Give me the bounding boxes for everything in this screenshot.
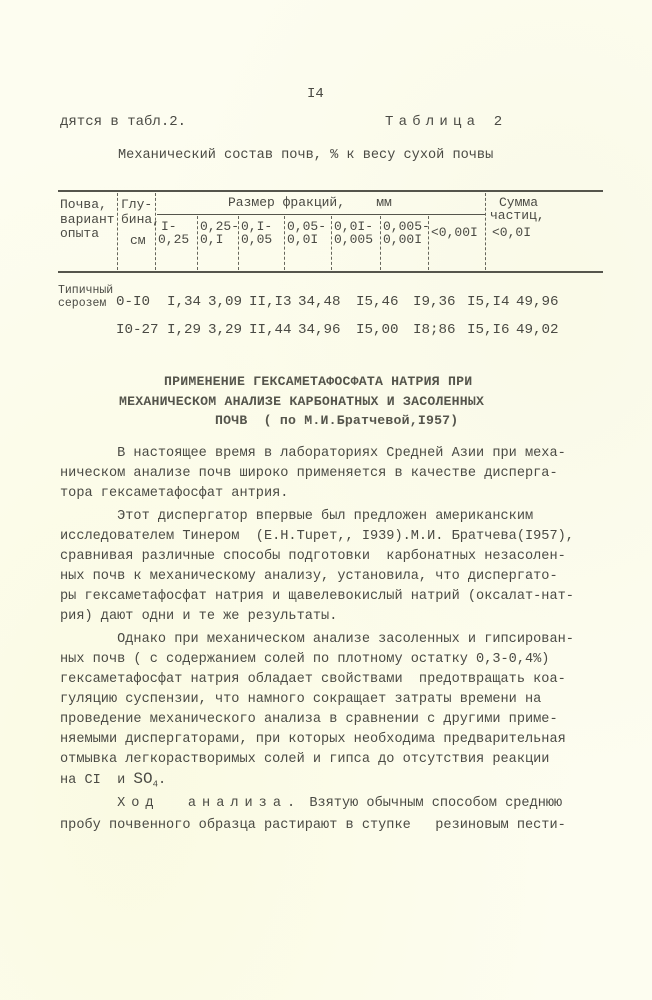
header-fraction-group: Размер фракций, мм bbox=[228, 195, 392, 210]
cell-value: I,29 bbox=[167, 322, 202, 338]
header-fraction-4-top: 0,05- bbox=[287, 219, 327, 234]
analysis-label: Ход анализа. bbox=[117, 796, 302, 811]
table-caption: Механический состав почв, % к весу сухой почвы bbox=[118, 148, 494, 163]
text-line: В настоящее время в лабораториях Средней Азии при меха- bbox=[60, 446, 566, 461]
column-divider bbox=[485, 193, 488, 270]
header-sum-line3: <0,0I bbox=[492, 225, 532, 240]
text-line: Этот диспергатор впервые был предложен американским bbox=[60, 509, 534, 524]
header-fraction-1-bottom: 0,25 bbox=[158, 232, 190, 247]
text-line: Однако при механическом анализе засоленных и гипсирован- bbox=[60, 632, 574, 647]
row-depth: I0-27 bbox=[116, 322, 159, 338]
text-line bbox=[60, 794, 562, 815]
text-line: пробу почвенного образца растирают в ступке резиновым пести- bbox=[60, 818, 566, 833]
text-line: сравнивая различные способы подготовки карбонатных незасолен- bbox=[60, 549, 566, 564]
heading-line: ПОЧВ ( по М.И.Братчевой,I957) bbox=[215, 413, 459, 428]
text-line: проведение механического анализа в сравнении с другими приме- bbox=[60, 712, 558, 727]
header-soil-line2: вариант bbox=[60, 212, 115, 227]
header-depth-line3: см bbox=[130, 233, 146, 248]
text-line: няемыми диспергаторами, при которых необходима предварительная bbox=[60, 732, 566, 747]
row-soil-line2: серозем bbox=[58, 297, 107, 310]
header-fraction-2-bottom: 0,I bbox=[200, 232, 224, 247]
page-number: I4 bbox=[307, 86, 324, 102]
header-fraction-2-top: 0,25- bbox=[200, 219, 240, 234]
header-fraction-5-top: 0,0I- bbox=[334, 219, 374, 234]
cell-value: 34,96 bbox=[298, 322, 341, 338]
table-label: Таблица 2 bbox=[385, 114, 508, 130]
text-line: исследователем Тинером (E.H.Tupeт,, I939).М.И. Братчева(I957), bbox=[60, 529, 574, 544]
table-top-rule bbox=[58, 190, 603, 192]
cell-value: I,34 bbox=[167, 294, 202, 310]
cell-value: I5,00 bbox=[356, 322, 399, 338]
header-fraction-6-top: 0,005- bbox=[383, 219, 430, 234]
cell-value: 49,96 bbox=[516, 294, 559, 310]
cell-value: 3,09 bbox=[208, 294, 243, 310]
column-divider bbox=[117, 193, 120, 270]
header-depth-line1: Глу- bbox=[121, 197, 153, 212]
header-fraction-6-bottom: 0,00I bbox=[383, 232, 423, 247]
cell-value: I8;86 bbox=[413, 322, 456, 338]
row-soil-line1: Типичный bbox=[58, 284, 114, 297]
header-soil-line1: Почва, bbox=[60, 197, 107, 212]
text-line: отмывка легкорастворимых солей и гипса до отсутствия реакции bbox=[60, 752, 550, 767]
text-line: гуляцию суспензии, что намного сокращает затраты времени на bbox=[60, 692, 542, 707]
header-fraction-4-bottom: 0,0I bbox=[287, 232, 319, 247]
header-soil-line3: опыта bbox=[60, 226, 100, 241]
text-line: тора гексаметафосфат антрия. bbox=[60, 486, 289, 501]
continuation-text: дятся в табл.2. bbox=[60, 114, 187, 130]
heading-line: МЕХАНИЧЕСКОМ АНАЛИЗЕ КАРБОНАТНЫХ И ЗАСОЛЕННЫХ bbox=[119, 394, 485, 409]
text-line: ных почв ( с содержанием солей по плотному остатку 0,3-0,4%) bbox=[60, 652, 550, 667]
text-line: рия) дают одни и те же результаты. bbox=[60, 609, 338, 624]
header-sum-line2: частиц, bbox=[490, 208, 545, 223]
table-header-divider bbox=[157, 214, 485, 215]
cell-value: 3,29 bbox=[208, 322, 243, 338]
heading-line: ПРИМЕНЕНИЕ ГЕКСАМЕТАФОСФАТА НАТРИЯ ПРИ bbox=[164, 374, 473, 389]
cell-value: I5,I6 bbox=[467, 322, 510, 338]
cell-value: II,I3 bbox=[249, 294, 292, 310]
header-fraction-3-top: 0,I- bbox=[241, 219, 273, 234]
text-line: ных почв к механическому анализу, установила, что диспергато- bbox=[60, 569, 558, 584]
chemical-formula: SO bbox=[133, 770, 153, 788]
cell-value: I9,36 bbox=[413, 294, 456, 310]
header-fraction-7: <0,00I bbox=[431, 225, 478, 240]
row-depth: 0-I0 bbox=[116, 294, 151, 310]
text-line: ническом анализе почв широко применяется в качестве дисперга- bbox=[60, 466, 558, 481]
header-sum-line1: Сумма bbox=[499, 195, 539, 210]
text-fragment: Взятую обычным способом среднюю bbox=[301, 796, 563, 811]
text-line-formula bbox=[60, 769, 166, 795]
formula-subscript: 4 bbox=[152, 779, 159, 790]
cell-value: II,44 bbox=[249, 322, 292, 338]
text-fragment: . bbox=[158, 773, 167, 788]
cell-value: 49,02 bbox=[516, 322, 559, 338]
cell-value: I5,I4 bbox=[467, 294, 510, 310]
table-bottom-rule bbox=[58, 271, 603, 273]
header-fraction-5-bottom: 0,005 bbox=[334, 232, 374, 247]
header-fraction-3-bottom: 0,05 bbox=[241, 232, 273, 247]
cell-value: I5,46 bbox=[356, 294, 399, 310]
cell-value: 34,48 bbox=[298, 294, 341, 310]
text-fragment: на CI и bbox=[60, 773, 134, 788]
header-fraction-1-top: I- bbox=[161, 219, 177, 234]
text-line: ры гексаметафосфат натрия и щавелевокислый натрий (оксалат-нат- bbox=[60, 589, 574, 604]
text-line: гексаметафосфат натрия обладает свойствами предотвращать коа- bbox=[60, 672, 566, 687]
header-depth-line2: бина, bbox=[121, 212, 161, 227]
